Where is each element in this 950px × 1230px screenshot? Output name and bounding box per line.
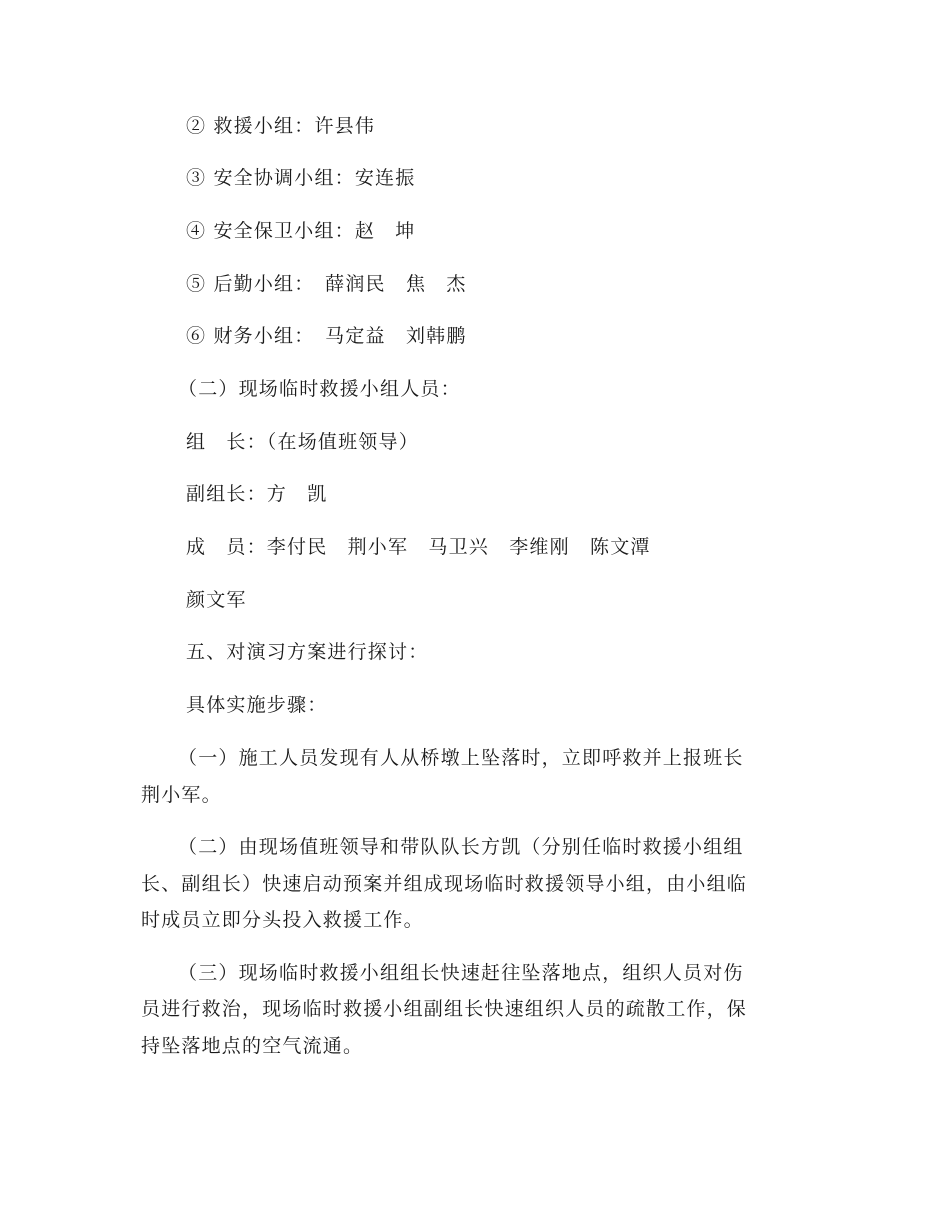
step-two-line-2: 长、副组长）快速启动预案并组成现场临时救援领导小组，由小组临 xyxy=(141,873,748,895)
step-two-line-3: 时成员立即分头投入救援工作。 xyxy=(141,909,424,931)
step-three-line-2: 员进行救治，现场临时救援小组副组长快速组织人员的疏散工作，保 xyxy=(141,998,748,1020)
team-safety-coordination: ③ 安全协调小组：安连振 xyxy=(186,167,416,189)
step-three-line-1: （三）现场临时救援小组组长快速赶往坠落地点，组织人员对伤 xyxy=(178,962,744,984)
section-heading-five: 五、对演习方案进行探讨： xyxy=(186,641,429,663)
team-deputy-leader: 副组长：方 凯 xyxy=(186,483,328,505)
section-heading-onsite-team: （二）现场临时救援小组人员： xyxy=(178,378,461,400)
step-three-line-3: 持坠落地点的空气流通。 xyxy=(141,1035,364,1057)
team-members: 成 员：李付民 荆小军 马卫兴 李维刚 陈文潭 xyxy=(186,536,651,558)
team-logistics: ⑤ 后勤小组： 薛润民 焦 杰 xyxy=(186,273,467,295)
step-one-line-2: 荆小军。 xyxy=(141,784,222,806)
team-rescue: ② 救援小组：许县伟 xyxy=(186,115,376,137)
steps-heading: 具体实施步骤： xyxy=(186,694,328,716)
step-one-line-1: （一）施工人员发现有人从桥墩上坠落时，立即呼救并上报班长 xyxy=(178,747,744,769)
team-finance: ⑥ 财务小组： 马定益 刘韩鹏 xyxy=(186,325,467,347)
team-members-continued: 颜文军 xyxy=(186,589,247,611)
team-leader: 组 长：（在场值班领导） xyxy=(186,431,419,453)
team-security: ④ 安全保卫小组：赵 坤 xyxy=(186,220,416,242)
step-two-line-1: （二）由现场值班领导和带队队长方凯（分别任临时救援小组组 xyxy=(178,836,744,858)
